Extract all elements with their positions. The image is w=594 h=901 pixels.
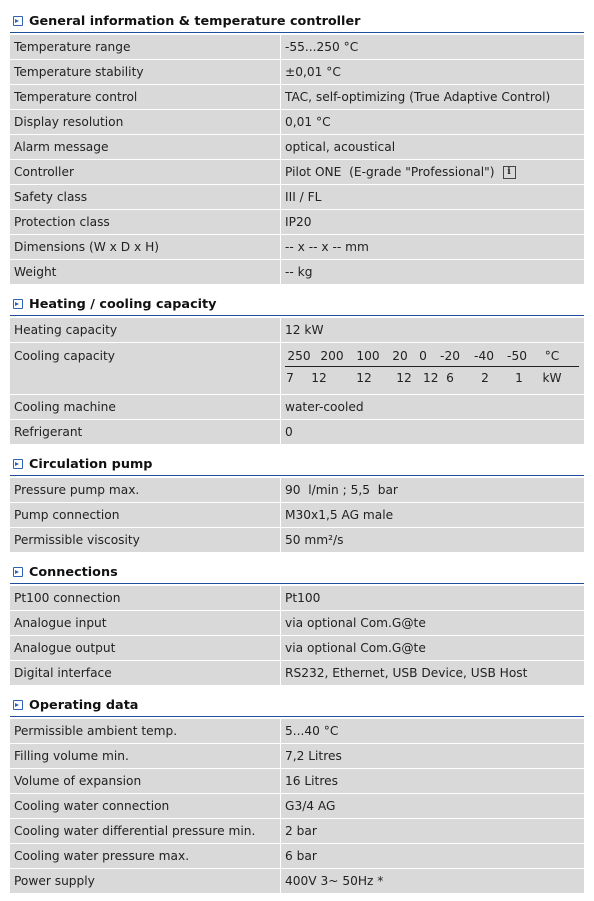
row-value: RS232, Ethernet, USB Device, USB Host <box>281 661 584 685</box>
row-label: Filling volume min. <box>10 744 281 768</box>
row-label: Permissible viscosity <box>10 528 281 552</box>
section-heating-cooling <box>10 293 584 445</box>
table-row <box>10 210 584 235</box>
capacity-unit: kW <box>542 370 562 385</box>
row-value: G3/4 AG <box>281 794 584 818</box>
capacity-cell: 12 <box>396 370 412 385</box>
row-label: Permissible ambient temp. <box>10 719 281 743</box>
cooling-capacity-grid <box>285 343 579 388</box>
table-row <box>10 744 584 769</box>
arrow-box-icon[interactable] <box>13 299 23 309</box>
controller-value: Pilot ONE (E-grade "Professional") <box>285 165 495 179</box>
capacity-cell: 12 <box>356 370 372 385</box>
section-header <box>10 694 584 717</box>
row-value: TAC, self-optimizing (True Adaptive Control) <box>281 85 584 109</box>
section-title: Heating / cooling capacity <box>29 296 217 312</box>
row-value: 7,2 Litres <box>281 744 584 768</box>
row-label: Heating capacity <box>10 318 281 342</box>
cooling-capacity-table <box>281 343 584 394</box>
table-row <box>10 478 584 503</box>
row-value: 5...40 °C <box>281 719 584 743</box>
row-label: Safety class <box>10 185 281 209</box>
temp-cell: -50 <box>507 348 527 363</box>
row-label: Pt100 connection <box>10 586 281 610</box>
table-row <box>10 235 584 260</box>
section-header <box>10 561 584 584</box>
table-row <box>10 135 584 160</box>
table-row <box>10 260 584 285</box>
table-row <box>10 85 584 110</box>
capacity-cell: 7 <box>286 370 294 385</box>
section-header <box>10 453 584 476</box>
table-row <box>10 611 584 636</box>
temp-cell: 0 <box>419 348 427 363</box>
row-value: via optional Com.G@te <box>281 611 584 635</box>
row-label: Temperature control <box>10 85 281 109</box>
row-label: Alarm message <box>10 135 281 159</box>
row-value: 0 <box>281 420 584 444</box>
table-row <box>10 503 584 528</box>
row-label: Protection class <box>10 210 281 234</box>
arrow-box-icon[interactable] <box>13 16 23 26</box>
temp-unit: °C <box>544 348 560 363</box>
row-label: Analogue output <box>10 636 281 660</box>
row-value: 400V 3~ 50Hz * <box>281 869 584 893</box>
row-label: Pressure pump max. <box>10 478 281 502</box>
table-row <box>10 528 584 553</box>
capacity-cell: 2 <box>481 370 489 385</box>
section-general <box>10 10 584 285</box>
section-header <box>10 293 584 316</box>
temp-cell: 20 <box>392 348 408 363</box>
capacity-cell: 1 <box>515 370 523 385</box>
section-title: Connections <box>29 564 118 580</box>
table-row <box>10 395 584 420</box>
row-value: 50 mm²/s <box>281 528 584 552</box>
row-value: 16 Litres <box>281 769 584 793</box>
temp-cell: -40 <box>474 348 494 363</box>
row-value: IP20 <box>281 210 584 234</box>
row-value: water-cooled <box>281 395 584 419</box>
row-label: Analogue input <box>10 611 281 635</box>
section-circulation-pump <box>10 453 584 553</box>
row-label: Display resolution <box>10 110 281 134</box>
capacity-row <box>285 367 579 388</box>
row-label: Digital interface <box>10 661 281 685</box>
table-row <box>10 343 584 395</box>
section-title: Operating data <box>29 697 139 713</box>
table-row <box>10 844 584 869</box>
row-value: ±0,01 °C <box>281 60 584 84</box>
table-row <box>10 60 584 85</box>
table-row <box>10 110 584 135</box>
row-value: -- kg <box>281 260 584 284</box>
row-label: Dimensions (W x D x H) <box>10 235 281 259</box>
capacity-cell: 12 <box>423 370 439 385</box>
row-label: Cooling water pressure max. <box>10 844 281 868</box>
section-connections <box>10 561 584 686</box>
arrow-box-icon[interactable] <box>13 700 23 710</box>
table-row <box>10 869 584 894</box>
row-value: -- x -- x -- mm <box>281 235 584 259</box>
table-row <box>10 420 584 445</box>
temp-cell: 200 <box>320 348 344 363</box>
table-row <box>10 819 584 844</box>
row-value: 0,01 °C <box>281 110 584 134</box>
row-value: 90 l/min ; 5,5 bar <box>281 478 584 502</box>
section-title: General information & temperature controller <box>29 13 361 29</box>
table-row <box>10 769 584 794</box>
row-label: Temperature range <box>10 35 281 59</box>
temperature-row <box>285 345 579 367</box>
row-label: Refrigerant <box>10 420 281 444</box>
row-label: Cooling capacity <box>10 343 281 394</box>
row-label: Cooling machine <box>10 395 281 419</box>
row-value: 2 bar <box>281 819 584 843</box>
arrow-box-icon[interactable] <box>13 459 23 469</box>
section-title: Circulation pump <box>29 456 153 472</box>
table-row <box>10 35 584 60</box>
row-label: Weight <box>10 260 281 284</box>
row-value: -55...250 °C <box>281 35 584 59</box>
table-row <box>10 586 584 611</box>
table-row <box>10 318 584 343</box>
row-label: Temperature stability <box>10 60 281 84</box>
row-label: Cooling water connection <box>10 794 281 818</box>
temp-cell: -20 <box>440 348 460 363</box>
table-row <box>10 661 584 686</box>
row-label: Volume of expansion <box>10 769 281 793</box>
table-row <box>10 794 584 819</box>
row-value: 12 kW <box>281 318 584 342</box>
capacity-cell: 6 <box>446 370 454 385</box>
table-row <box>10 636 584 661</box>
table-row <box>10 185 584 210</box>
row-value: via optional Com.G@te <box>281 636 584 660</box>
section-operating-data <box>10 694 584 894</box>
row-label: Power supply <box>10 869 281 893</box>
info-icon[interactable]: i <box>503 166 516 179</box>
row-value: III / FL <box>281 185 584 209</box>
row-label: Cooling water differential pressure min. <box>10 819 281 843</box>
table-row <box>10 160 584 185</box>
row-value: optical, acoustical <box>281 135 584 159</box>
temp-cell: 100 <box>356 348 380 363</box>
row-value: Pt100 <box>281 586 584 610</box>
row-value-with-info <box>281 160 584 184</box>
temp-cell: 250 <box>287 348 311 363</box>
row-value: 6 bar <box>281 844 584 868</box>
capacity-cell: 12 <box>311 370 327 385</box>
row-label: Pump connection <box>10 503 281 527</box>
section-header <box>10 10 584 33</box>
row-value: M30x1,5 AG male <box>281 503 584 527</box>
arrow-box-icon[interactable] <box>13 567 23 577</box>
row-label: Controller <box>10 160 281 184</box>
table-row <box>10 719 584 744</box>
